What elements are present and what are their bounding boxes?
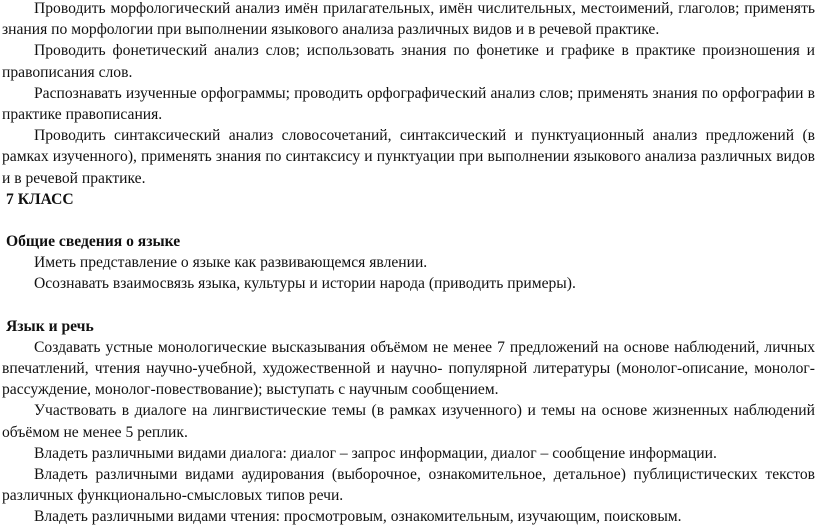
paragraph-orthography: Распознавать изученные орфограммы; проводить орфографический анализ слов; применять знания по орфографии в практике правописания.: [2, 84, 815, 124]
paragraph-dialogue-types: Владеть различными видами диалога: диалог – запрос информации, диалог – сообщение информации.: [34, 444, 717, 462]
paragraph-phonetics: Проводить фонетический анализ слов; использовать знания по фонетике и графике в практике произношения и правописания слов.: [2, 42, 815, 81]
paragraph-reading: Владеть различными видами чтения: просмотровым, ознакомительным, изучающим, поисковым.: [34, 508, 682, 526]
section-title-speech: Язык и речь: [6, 317, 94, 335]
paragraph-syntax: Проводить синтаксический анализ словосочетаний, синтаксический и пунктуационный анализ предложений (в рамках изученного), применять знания по синтаксису и пунктуации при выполнении языкового анализа различных видов и в речевой практике.: [2, 127, 815, 187]
section-title-general: Общие сведения о языке: [6, 233, 181, 251]
paragraph-monologue: Создавать устные монологические высказывания объёмом не менее 7 предложений на основе наблюдений, личных впечатлений, чтения научно-учебной, художественной и научно- популярной литературы (монолог-описание, монолог-рассуждение, монолог-повествование); выступать с научным сообщением.: [2, 338, 815, 399]
spacer: [2, 210, 815, 231]
paragraph-language-culture: Осознавать взаимосвязь языка, культуры и истории народа (приводить примеры).: [34, 275, 576, 293]
paragraph-dialogue: Участвовать в диалоге на лингвистические темы (в рамках изученного) и темы на основе жизненных наблюдений объёмом не менее 5 реплик.: [2, 402, 815, 441]
class-heading: 7 КЛАСС: [6, 190, 74, 208]
paragraph-language-phenomenon: Иметь представление о языке как развивающемся явлении.: [34, 254, 428, 272]
paragraph-listening: Владеть различными видами аудирования (выборочное, ознакомительное, детальное) публицистических текстов различных функционально-смысловых типов речи.: [2, 466, 815, 505]
spacer: [2, 295, 815, 316]
paragraph-morphology: Проводить морфологический анализ имён прилагательных, имён числительных, местоимений, глаголов; применять знания по морфологии при выполнении языкового анализа различных видов и в речевой практике.: [2, 0, 815, 39]
